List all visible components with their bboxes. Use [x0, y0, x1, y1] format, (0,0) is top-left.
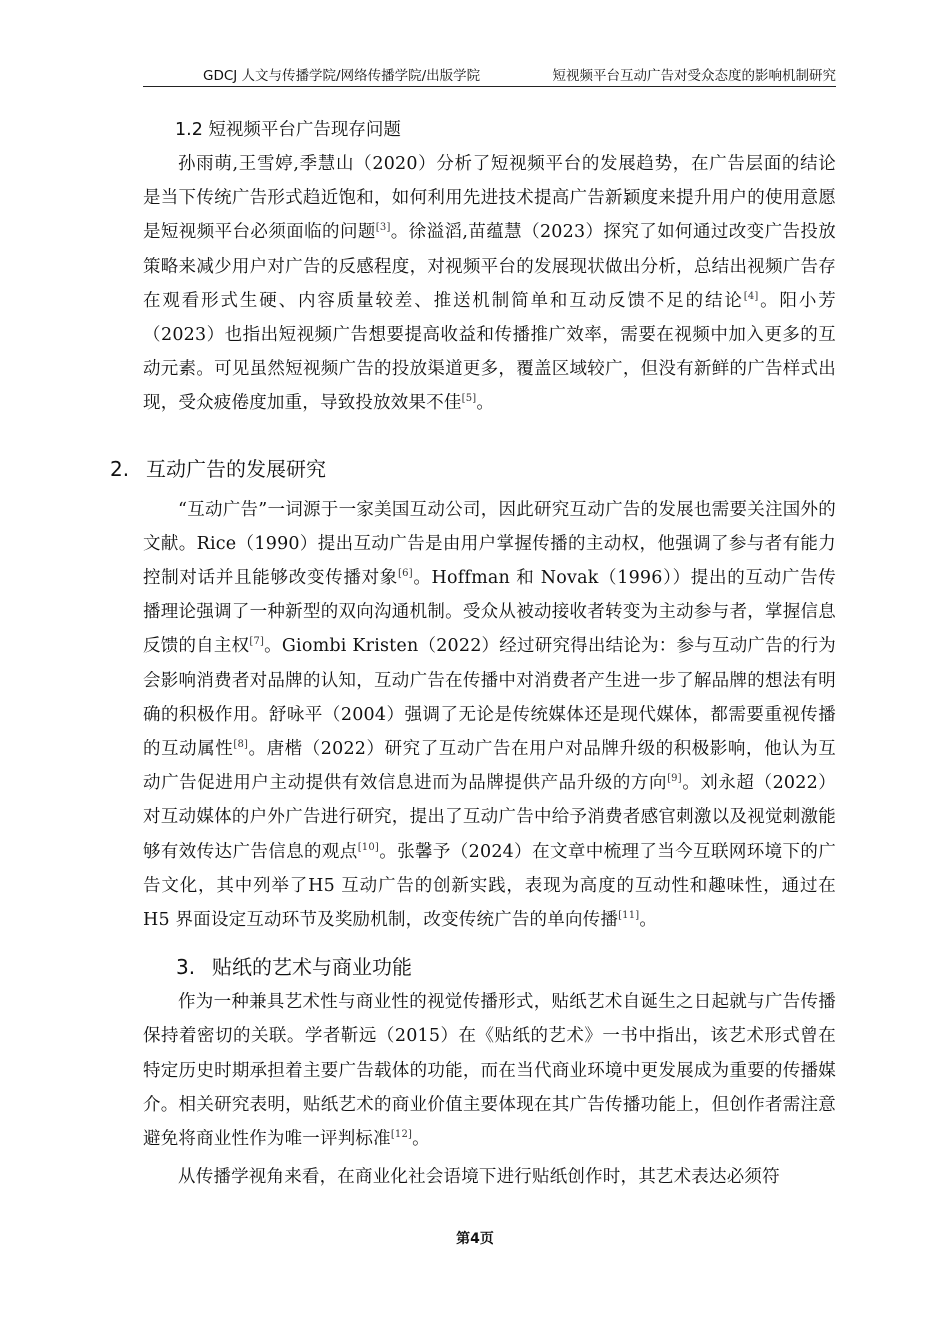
section-3-paragraph-1: 作为一种兼具艺术性与商业性的视觉传播形式，贴纸艺术自诞生之日起就与广告传播保持着密切的关联。学者靳远（2015）在《贴纸的艺术》一书中指出，该艺术形式曾在特定历史时期承担着主要广告载体的功能，而在当代商业环境中更发展成为重要的传播媒介。相关研究表明，贴纸艺术的商业价值主要体现在其广告传播功能上，但创作者需注意避免将商业性作为唯一评判标准[12]。 [143, 992, 836, 1150]
section-2-heading [110, 451, 836, 487]
page-header [143, 64, 836, 87]
citation: [9] [667, 773, 682, 785]
section-2-paragraph: “互动广告”一词源于一家美国互动公司，因此研究互动广告的发展也需要关注国外的文献。Rice（1990）提出互动广告是由用户掌握传播的主动权，他强调了参与者有能力控制对话并且能够改变传播对象[6]。Hoffman 和 Novak（1996））提出的互动广告传播理论强调了一种新型的双向沟通机制。受众从被动接收者转变为主动参与者，掌握信息反馈的自主权[7]。Giombi Kristen（2022）经过研究得出结论为：参与互动广告的行为会影响消费者对品牌的认知，互动广告在传播中对消费者产生进一步了解品牌的想法有明确的积极作用。舒咏平（2004）强调了无论是传统媒体还是现代媒体，都需要重视传播的互动属性[8]。唐楷（2022）研究了互动广告在用户对品牌升级的积极影响，他认为互动广告促进用户主动提供有效信息进而为品牌提供产品升级的方向[9]。刘永超（2022）对互动媒体的户外广告进行研究，提出了互动广告中给予消费者感官刺激以及视觉刺激能够有效传达广告信息的观点[10]。张馨予（2024）在文章中梳理了当今互联网环境下的广告文化，其中列举了H5 互动广告的创新实践，表现为高度的互动性和趣味性，通过在 H5 界面设定互动环节及奖励机制，改变传统广告的单向传播[11]。 [143, 499, 837, 931]
citation: [3] [375, 222, 391, 234]
section-3-number: 3. [176, 955, 196, 980]
citation: [11] [618, 910, 640, 922]
citation: [5] [461, 393, 477, 405]
section-2-title: 互动广告的发展研究 [146, 456, 326, 481]
page-number: 第4页 [456, 1231, 494, 1247]
citation: [12] [390, 1129, 413, 1141]
section-3-title: 贴纸的艺术与商业功能 [212, 955, 412, 980]
citation: [4] [743, 290, 759, 302]
header-thesis-title: 短视频平台互动广告对受众态度的影响机制研究 [552, 68, 836, 84]
header-institution: GDCJ 人文与传播学院/网络传播学院/出版学院 [203, 68, 481, 84]
citation: [7] [249, 636, 265, 648]
citation: [8] [233, 739, 249, 751]
page-content [110, 113, 837, 1194]
section-1-2-heading: 1.2 短视频平台广告现存问题 [175, 120, 401, 140]
section-1-2-paragraph: 孙雨萌,王雪婷,季慧山（2020）分析了短视频平台的发展趋势，在广告层面的结论是当下传统广告形式趋近饱和，如何利用先进技术提高广告新颖度来提升用户的使用意愿是短视频平台必须面临的问题[3]。徐溢滔,苗蕴慧（2023）探究了如何通过改变广告投放策略来减少用户对广告的反感程度，对视频平台的发展现状做出分析，总结出视频广告存在观看形式生硬、内容质量较差、推送机制简单和互动反馈不足的结论[4]。阳小芳（2023）也指出短视频广告想要提高收益和传播推广效率，需要在视频中加入更多的互动元素。可见虽然短视频广告的投放渠道更多，覆盖区域较广，但没有新鲜的广告样式出现，受众疲倦度加重，导致投放效果不佳[5]。 [143, 154, 836, 414]
section-3-heading [176, 949, 836, 985]
section-2-number: 2. [110, 456, 130, 481]
citation: [10] [357, 841, 380, 853]
citation: [6] [398, 568, 413, 580]
section-3-paragraph-2: 从传播学视角来看，在商业化社会语境下进行贴纸创作时，其艺术表达必须符 [178, 1167, 780, 1188]
